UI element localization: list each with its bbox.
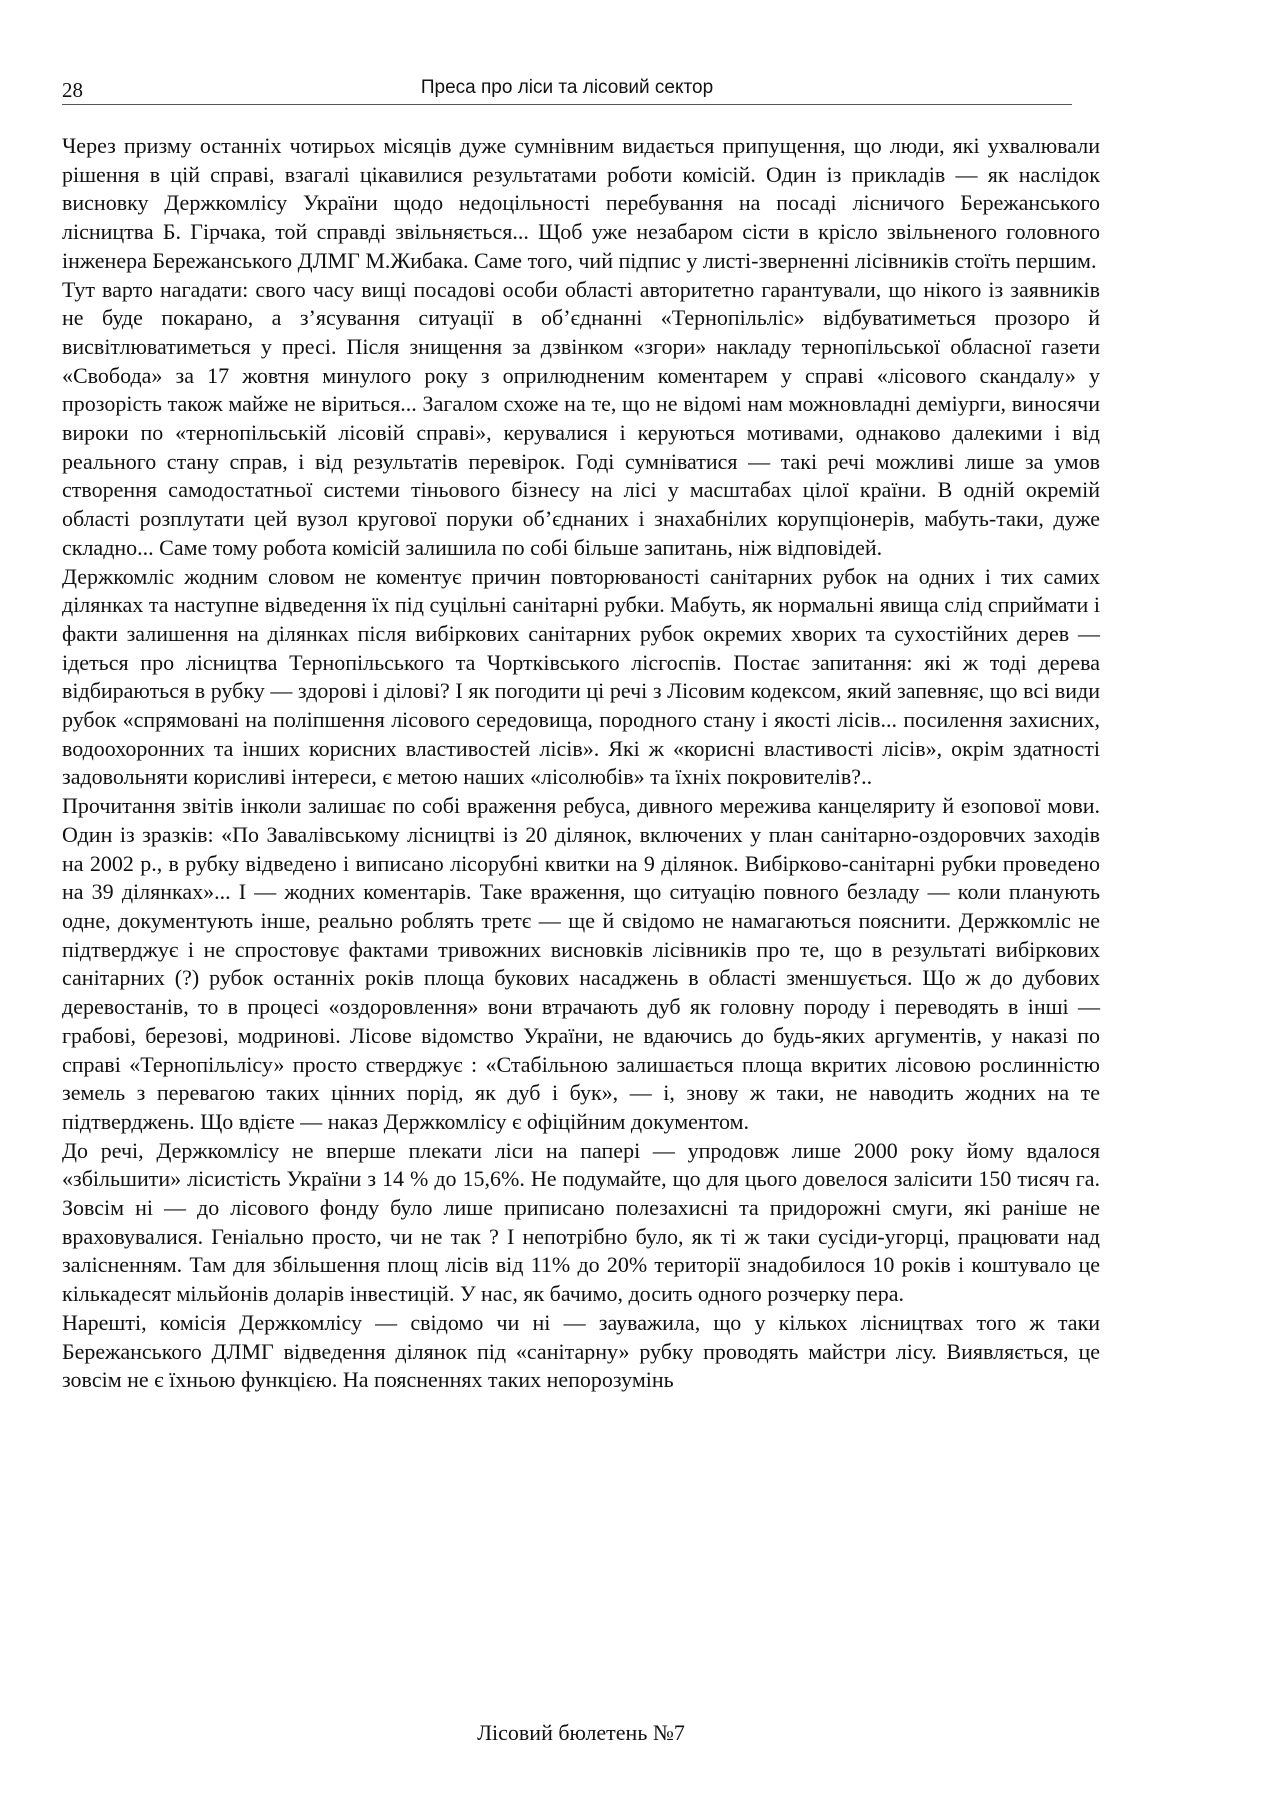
paragraph: До речі, Держкомлісу не вперше плекати ліси на папері — упродовж лише 2000 року йому вдалося «збільшити» лісистість України з 14 % до 15,6%. Не подумайте, що для цього довелося залісити 150 тисяч га. Зовсім ні — до лісового фонду було лише приписано полезахисні та придорожні смуги, які раніше не враховувалися. Геніально просто, чи не так ? І непотрібно було, як ті ж таки сусіди-угорці, працювати над залісненням. Там для збільшення площ лісів від 11% до 20% території знадобилося 10 років і коштувало це кількадесят мільйонів доларів інвестицій. У нас, як бачимо, досить одного розчерку пера. — [62, 1137, 1100, 1307]
paragraph: Прочитання звітів інколи залишає по собі враження ребуса, дивного мережива канцеляриту й езопової мови. Один із зразків: «По Завалівському лісництві із 20 ділянок, включених у план санітарно-оздоровчих заходів на 2002 р., в рубку відведено і виписано лісорубні квитки на 9 ділянок. Вибірково-санітарні рубки проведено на 39 ділянках»... І — жодних коментарів. Таке враження, що ситуацію повного безладу — коли планують одне, документують інше, реально роблять третє — ще й свідомо не намагаються пояснити. Держкомліс не підтверджує і не спростовує фактами тривожних висновків лісівників про те, що в результаті вибіркових санітарних (?) рубок останніх років площа букових насаджень в області зменшується. Що ж до дубових деревостанів, то в процесі «оздоровлення» вони втрачають дуб як головну породу і переводять в інші — грабові, березові, модринові. Лісове відомство України, не вдаючись до будь-яких аргументів, у наказі по справі «Тернопільлісу» просто стверджує : «Стабільною залишається площа вкритих лісовою рослинністю земель з перевагою таких цінних порід, як дуб і бук», — і, знову ж таки, не наводить жодних на те підтверджень. Що вдієте — наказ Держкомлісу є офіційним документом. — [62, 793, 1100, 1134]
paragraph: Держкомліс жодним словом не коментує причин повторюваності санітарних рубок на одних і тих самих ділянках та наступне відведення їх під суцільні санітарні рубки. Мабуть, як нормальні явища слід сприймати і факти залишення на ділянках після вибіркових санітарних рубок окремих хворих та сухостійних дерев — ідеться про лісництва Тернопільського та Чортківського лісгоспів. Постає запитання: які ж тоді дерева відбираються в рубку — здорові і ділові? І як погодити ці речі з Лісовим кодексом, який запевняє, що всі види рубок «спрямовані на поліпшення лісового середовища, породного стану і якості лісів... посилення захисних, водоохоронних та інших корисних властивостей лісів». Які ж «корисні властивості лісів», окрім здатності задовольняти корисливі інтереси, є метою наших «лісолюбів» та їхніх покровителів?.. — [62, 563, 1100, 790]
paragraph: Через призму останніх чотирьох місяців дуже сумнівним видається припущення, що люди, які ухвалювали рішення в цій справі, взагалі цікавилися результатами роботи комісій. Один із прикладів — як наслідок висновку Держкомлісу України щодо недоцільності перебування на посаді лісничого Бережанського лісництва Б. Гірчака, той справді звільняється... Щоб уже незабаром сісти в крісло звільненого головного інженера Бережанського ДЛМГ М.Жибака. Саме того, чий підпис у листі-зверненні лісівників стоїть першим. — [62, 133, 1100, 273]
paragraph: Тут варто нагадати: свого часу вищі посадові особи області авторитетно гарантували, що нікого із заявників не буде покарано, а з’ясування ситуації в об’єднанні «Тернопільліс» відбуватиметься прозоро й висвітлюватиметься у пресі. Після знищення за дзвінком «згори» накладу тернопільської обласної газети «Свобода» за 17 жовтня минулого року з оприлюдненим коментарем у справі «лісового скандалу» у прозорість також майже не віриться... Загалом схоже на те, що не відомі нам можновладні деміурги, виносячи вироки по «тернопільській лісовій справі», керувалися і керуються мотивами, однаково далекими і від реального стану справ, і від результатів перевірок. Годі сумніватися — такі речі можливі лише за умов створення самодостатньої системи тіньового бізнесу на лісі у масштабах цілої країни. В одній окремій області розплутати цей вузол кругової поруки об’єднаних і знахабнілих корупціонерів, мабуть-таки, дуже складно... Саме тому робота комісій залишила по собі більше запитань, ніж відповідей. — [62, 276, 1100, 560]
page-number: 28 — [62, 78, 83, 102]
paragraph: Нарешті, комісія Держкомлісу — свідомо чи ні — зауважила, що у кількох лісництвах того ж таки Бережанського ДЛМГ відведення ділянок під «санітарну» рубку проводять майстри лісу. Виявляється, це зовсім не є їхньою функцією. На поясненнях таких непорозумінь — [62, 1309, 1100, 1393]
running-header — [62, 70, 1072, 105]
article-body — [62, 132, 1100, 1395]
running-title: Преса про ліси та лісовий сектор — [420, 77, 714, 98]
page-footer: Лісовий бюлетень №7 — [477, 1720, 685, 1745]
